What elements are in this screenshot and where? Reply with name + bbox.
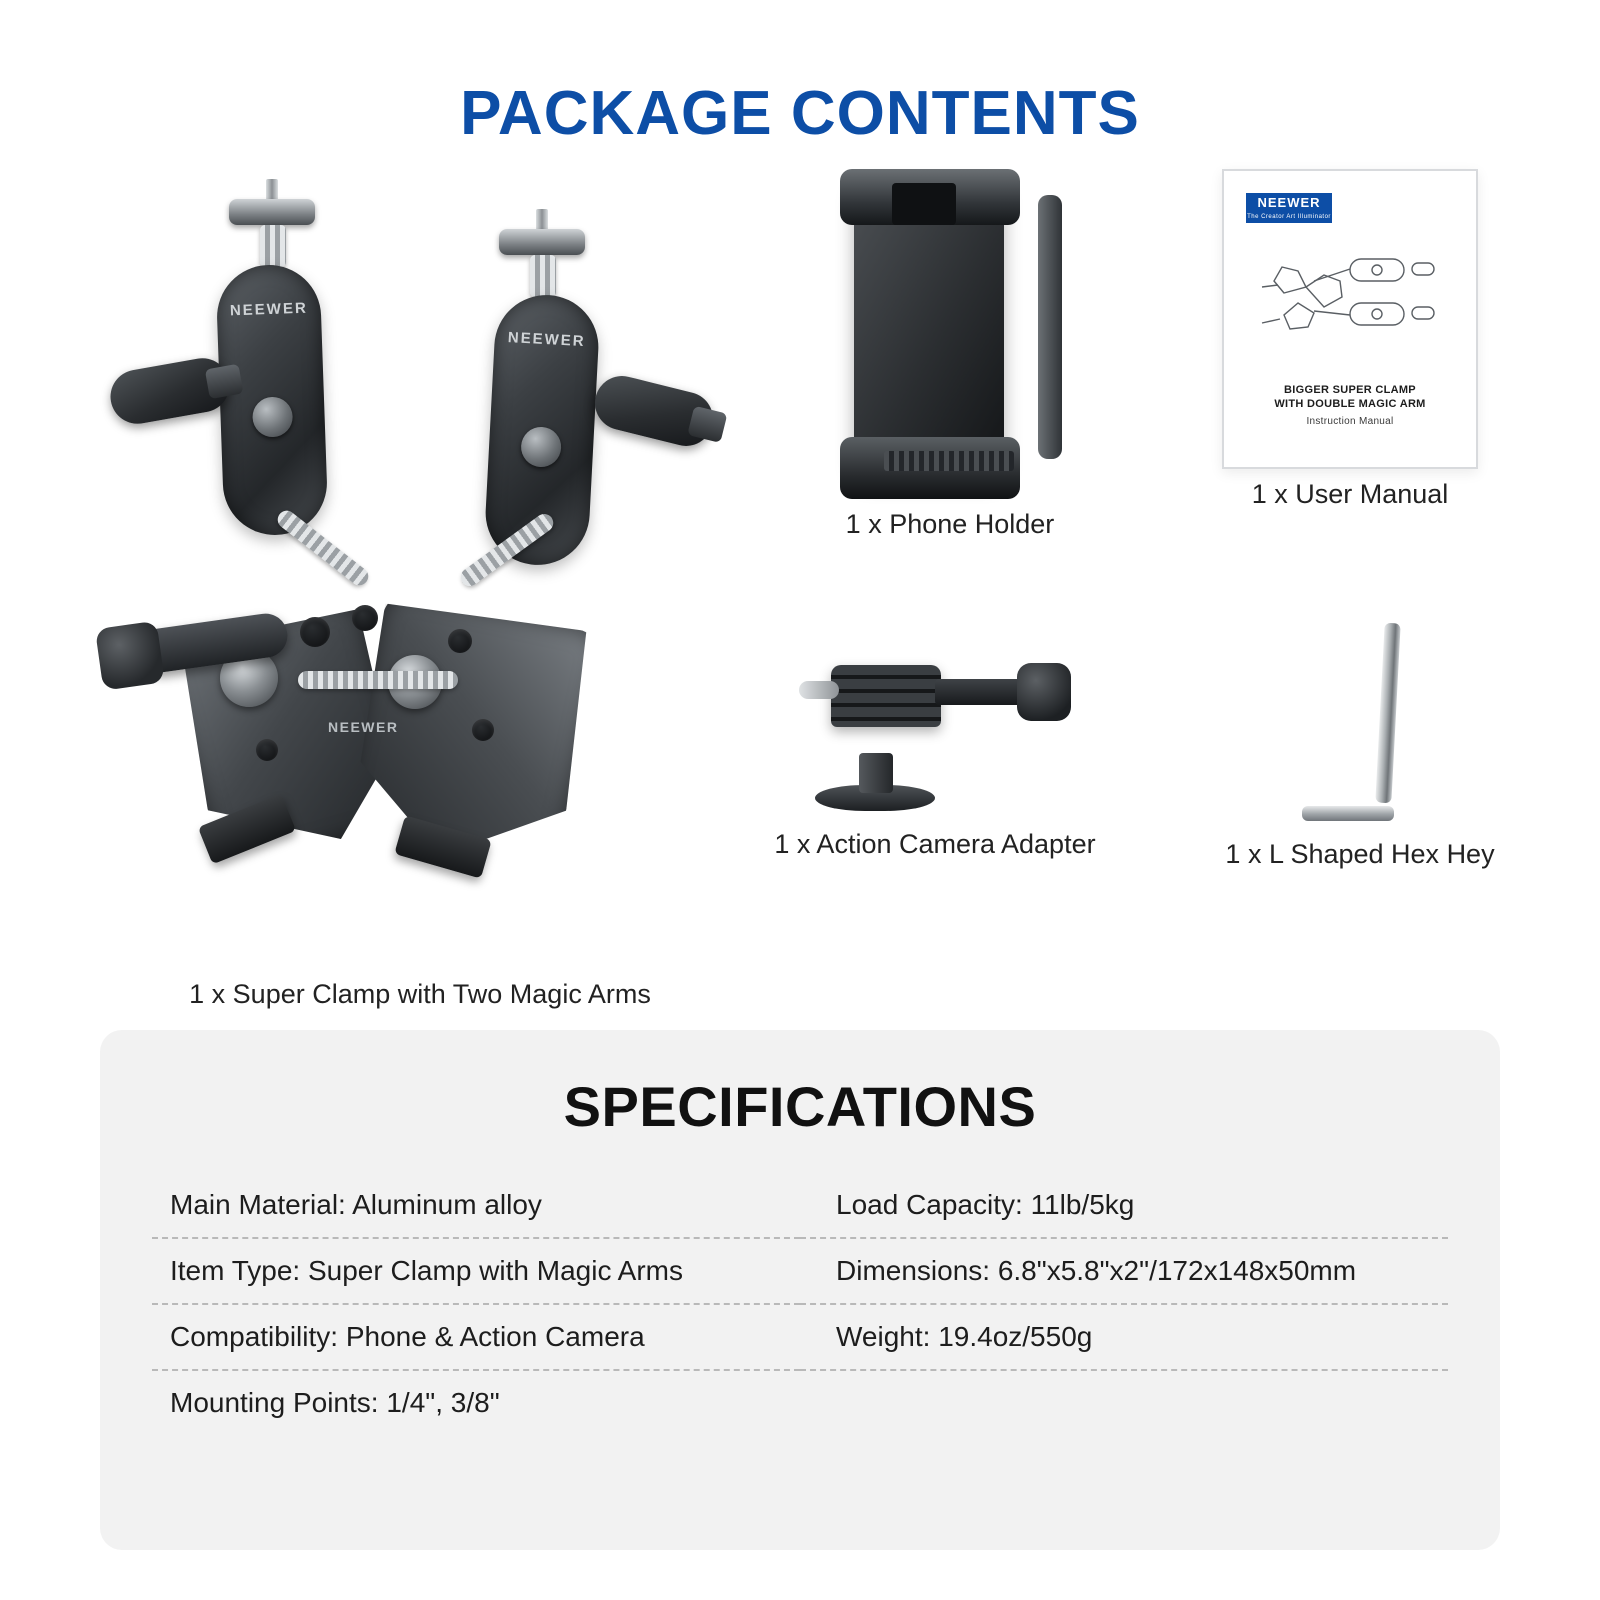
item-action-camera-adapter — [700, 619, 1170, 860]
caption-action-camera-adapter: 1 x Action Camera Adapter — [774, 829, 1096, 859]
hex-key-long-arm — [1375, 623, 1400, 804]
clamp-hole-b — [352, 605, 378, 631]
right-arm-mount-disc — [499, 229, 585, 255]
phone-holder-bottom-jaw — [840, 437, 1020, 499]
adapter-fingers — [831, 665, 941, 727]
manual-logo — [1246, 193, 1332, 223]
item-user-manual — [1140, 169, 1560, 510]
action-adapter-illustration — [785, 619, 1085, 819]
package-contents-grid — [0, 149, 1600, 1019]
caption-super-clamp: 1 x Super Clamp with Two Magic Arms — [189, 979, 651, 1009]
page-title: PACKAGE CONTENTS — [460, 79, 1140, 148]
left-arm-t-knob — [106, 354, 234, 428]
adapter-stem — [859, 753, 893, 793]
spec-row: Dimensions: 6.8"x5.8"x2"/172x148x50mm — [800, 1239, 1448, 1305]
spec-row: Load Capacity: 11lb/5kg — [800, 1173, 1448, 1239]
specifications-title: SPECIFICATIONS — [563, 1075, 1037, 1138]
hex-key-illustration — [1290, 619, 1430, 829]
right-arm-t-knob — [589, 370, 718, 451]
hex-key-short-arm — [1302, 806, 1394, 821]
left-arm-brand: NEEWER — [229, 299, 309, 320]
manual-title-line2: WITH DOUBLE MAGIC ARM — [1274, 398, 1426, 410]
item-super-clamp — [70, 169, 770, 1010]
clamp-brand-label: NEEWER — [328, 719, 399, 735]
specifications-grid — [100, 1139, 1500, 1435]
spec-row: Mounting Points: 1/4", 3/8" — [170, 1387, 500, 1418]
right-arm-shaft — [530, 255, 556, 297]
manual-cover-text — [1224, 383, 1476, 429]
right-arm-brand: NEEWER — [507, 329, 587, 351]
caption-phone-holder: 1 x Phone Holder — [845, 509, 1055, 539]
right-arm-center-knob — [520, 426, 562, 468]
phone-holder-top-jaw — [840, 169, 1020, 225]
caption-hex-key: 1 x L Shaped Hex Hey — [1225, 839, 1495, 869]
specifications-left-column — [152, 1173, 800, 1435]
manual-logo-text: NEEWER — [1257, 195, 1321, 210]
clamp-main-screw — [298, 671, 458, 689]
left-arm-mount-disc — [229, 199, 315, 225]
item-phone-holder — [760, 169, 1140, 540]
manual-title-line1: BIGGER SUPER CLAMP — [1284, 384, 1416, 396]
clamp-body — [180, 559, 600, 919]
clamp-hole-d — [472, 719, 494, 741]
manual-subtitle: Instruction Manual — [1306, 416, 1394, 427]
adapter-thumb-knob — [1017, 663, 1071, 721]
clamp-hole-e — [256, 739, 278, 761]
spec-row: Weight: 19.4oz/550g — [800, 1305, 1448, 1371]
clamp-hole-c — [448, 629, 472, 653]
user-manual-illustration — [1222, 169, 1478, 469]
spec-row: Compatibility: Phone & Action Camera — [152, 1305, 800, 1371]
caption-user-manual: 1 x User Manual — [1251, 479, 1449, 509]
clamp-line-art-icon — [1254, 241, 1450, 351]
specifications-panel — [100, 1030, 1500, 1550]
manual-logo-tagline: The Creator Art Illuminator — [1247, 214, 1331, 220]
super-clamp-illustration — [100, 169, 740, 969]
specifications-right-column — [800, 1173, 1448, 1435]
spec-row: Main Material: Aluminum alloy — [152, 1173, 800, 1239]
adapter-screw-tip — [799, 681, 839, 699]
clamp-hole-a — [300, 617, 330, 647]
left-arm-shaft — [260, 225, 286, 267]
phone-holder-side-rail — [1038, 195, 1062, 459]
left-arm-center-knob — [252, 396, 293, 437]
item-hex-key — [1160, 619, 1560, 870]
phone-holder-grip-texture — [884, 451, 1014, 471]
spec-row: Item Type: Super Clamp with Magic Arms — [152, 1239, 800, 1305]
left-magic-arm — [215, 263, 328, 536]
manual-line-drawing — [1254, 241, 1450, 351]
phone-holder-illustration — [820, 169, 1080, 499]
